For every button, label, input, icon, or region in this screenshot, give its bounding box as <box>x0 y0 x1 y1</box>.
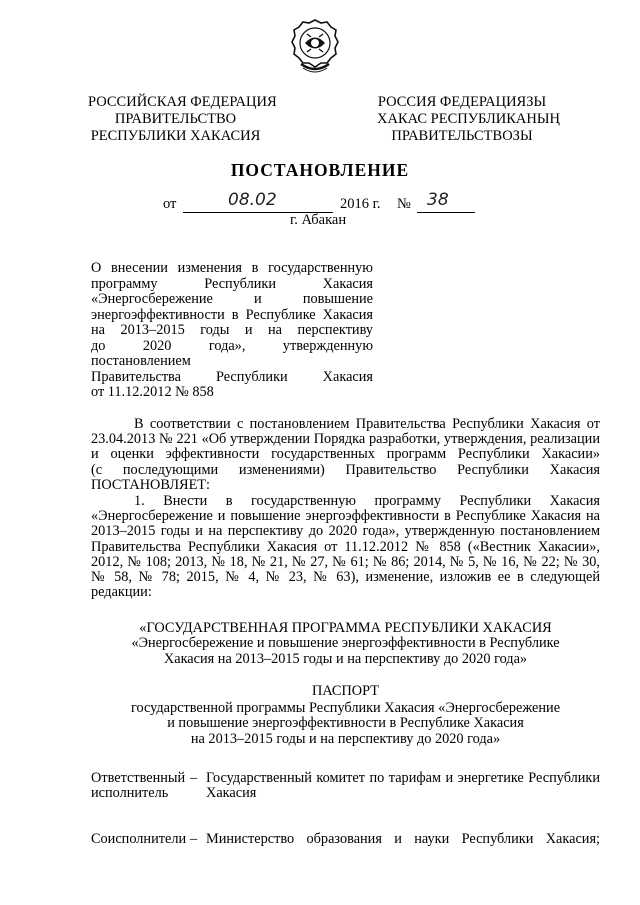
preamble-line: (с последующими изменениями) Правительство Республики Хакасия <box>91 461 600 478</box>
item-1-line: № 58, № 78; 2015, № 4, № 23, № 63), изменение, изложив ее в следующей <box>91 569 600 586</box>
coat-of-arms-icon <box>287 16 343 78</box>
preamble-line: и оценки эффективности государственных программ Республики Хакасии» <box>91 446 600 463</box>
passport-subtitle-block <box>91 701 600 747</box>
header-right-line: ПРАВИТЕЛЬСТВОЗЫ <box>391 128 533 144</box>
subject-line: Правительства Республики Хакасия <box>91 368 373 385</box>
date-year: 2016 г. <box>340 196 381 212</box>
passport-row-label <box>91 832 186 847</box>
subject-line: программу Республики Хакасия <box>91 275 373 292</box>
item-1-line: редакции: <box>91 584 152 601</box>
item-1-paragraph <box>91 494 600 600</box>
passport-subtitle-line: на 2013–2015 годы и на перспективу до 2020 года» <box>190 730 501 747</box>
item-1-line: «Энергосбережение и повышение энергоэффективности в Республике Хакасия на <box>91 508 600 525</box>
passport-row-value-line: Государственный комитет по тарифам и энергетике Республики <box>206 770 600 786</box>
program-title-line: «ГОСУДАРСТВЕННАЯ ПРОГРАММА РЕСПУБЛИКИ ХАКАСИЯ <box>139 620 552 636</box>
program-title-line: «Энергосбережение и повышение энергоэффективности в Республике <box>131 635 560 652</box>
passport-row-value-line: Министерство образования и науки Республики Хакасия; <box>206 831 600 847</box>
subject-line: на 2013–2015 годы и на перспективу <box>91 322 373 338</box>
passport-row-label-line: Соисполнители <box>91 831 187 847</box>
program-title-block <box>91 621 600 667</box>
header-left-line: ПРАВИТЕЛЬСТВО <box>114 111 237 127</box>
item-1-line: 2013–2015 годы и на перспективу до 2020 года», утвержденную постановлением <box>91 523 600 540</box>
subject-line: до 2020 года», утвержденную постановлением <box>91 337 373 369</box>
header-right-block <box>377 94 560 145</box>
handwritten-number: 38 <box>427 190 449 210</box>
preamble-line: ПОСТАНОВЛЯЕТ: <box>91 476 211 493</box>
city-name: г. Абакан <box>290 212 347 228</box>
preamble-paragraph <box>91 417 600 493</box>
passport-subtitle-line: и повышение энергоэффективности в Республике Хакасия <box>167 715 524 732</box>
passport-row-label-line: Ответственный <box>91 770 186 786</box>
subject-block <box>91 261 373 401</box>
passport-row-value <box>206 771 600 802</box>
number-sign: № <box>397 196 411 212</box>
passport-subtitle-line: государственной программы Республики Хакасия «Энергосбережение <box>130 700 561 716</box>
program-title-line: Хакасия на 2013–2015 годы и на перспективу до 2020 года» <box>163 650 528 667</box>
header-right-line: ХАКАС РЕСПУБЛИКАНЫҢ <box>377 111 560 127</box>
passport-row-value <box>206 832 600 847</box>
subject-line: «Энергосбережение и повышение <box>91 291 373 307</box>
number-underline <box>417 212 475 213</box>
header-left-line: РЕСПУБЛИКИ ХАКАСИЯ <box>90 128 261 144</box>
passport-row-dash: – <box>190 770 198 786</box>
item-1-line: Правительства Республики Хакасия от 11.12.2012 № 858 («Вестник Хакасии», <box>91 538 600 555</box>
passport-heading: ПАСПОРТ <box>312 683 379 699</box>
item-1-line: 1. Внести в государственную программу Республики Хакасия <box>134 493 600 509</box>
passport-row-label <box>91 771 201 802</box>
date-prefix: от <box>163 196 177 212</box>
passport-row-dash: – <box>190 831 198 847</box>
header-left-block <box>88 94 277 145</box>
subject-line: энергоэффективности в Республике Хакасия <box>91 306 373 323</box>
header-right-line: РОССИЯ ФЕДЕРАЦИЯЗЫ <box>377 94 547 110</box>
passport-row-label-line: исполнитель <box>91 785 169 802</box>
item-1-line: 2012, № 108; 2013, № 18, № 21, № 27, № 61; № 86; 2014, № 5, № 16, № 22; № 30, <box>91 553 600 570</box>
handwritten-date: 08.02 <box>228 190 277 210</box>
passport-row-value-line: Хакасия <box>206 785 257 802</box>
subject-line: О внесении изменения в государственную <box>91 260 373 276</box>
subject-line: от 11.12.2012 № 858 <box>91 384 214 400</box>
preamble-line: В соответствии с постановлением Правительства Республики Хакасия от <box>134 416 600 432</box>
preamble-line: 23.04.2013 № 221 «Об утверждении Порядка разработки, утверждения, реализации <box>91 431 600 448</box>
header-left-line: РОССИЙСКАЯ ФЕДЕРАЦИЯ <box>88 94 277 110</box>
document-title: ПОСТАНОВЛЕНИЕ <box>230 160 410 180</box>
